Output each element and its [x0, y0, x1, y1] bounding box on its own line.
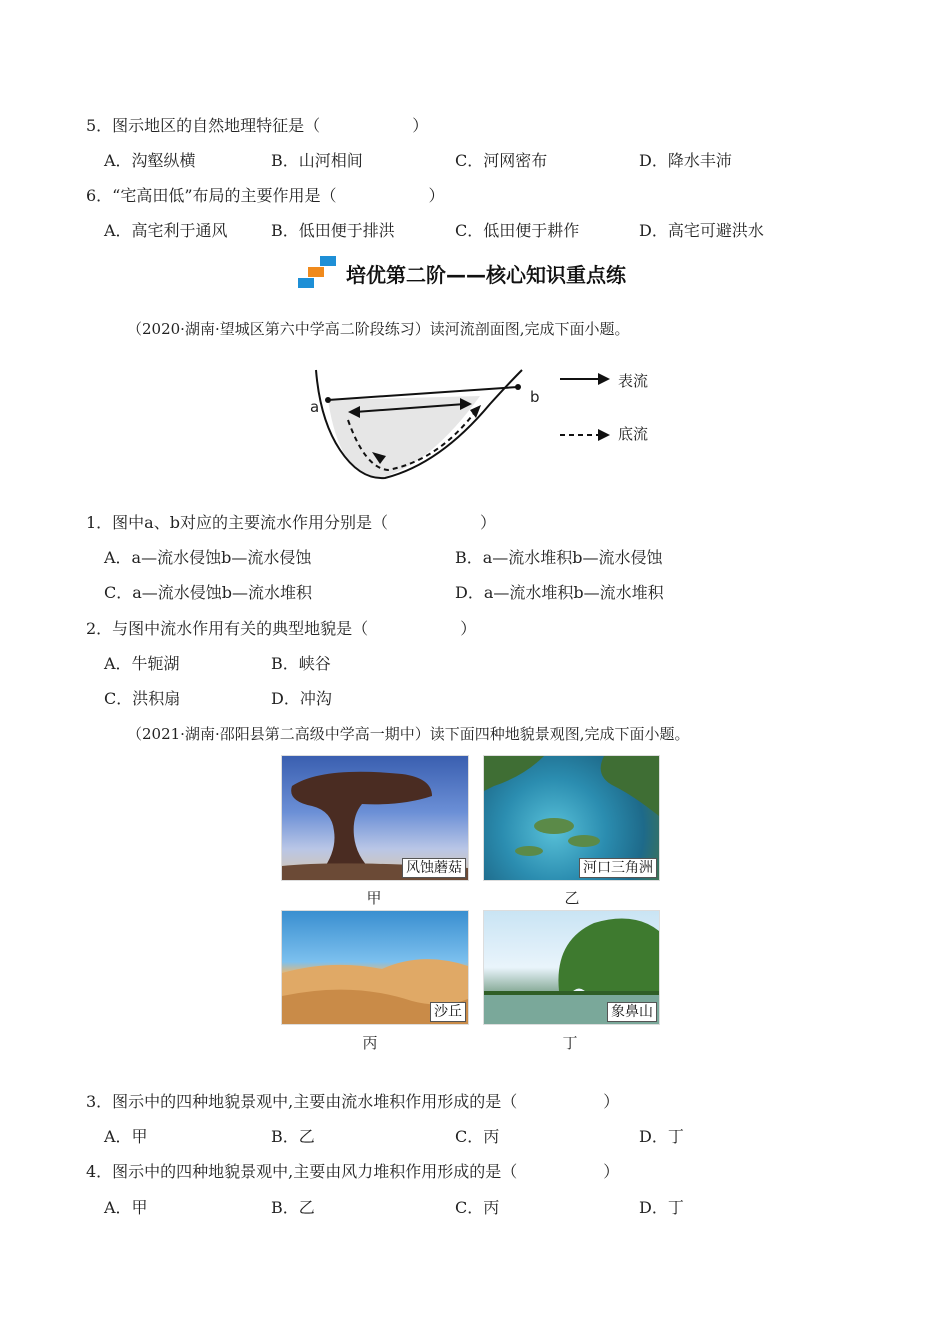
q5-option-a[interactable]: A．沟壑纵横 [104, 151, 196, 170]
p2q4-option-c[interactable]: C．丙 [455, 1198, 500, 1217]
label-b: b [530, 388, 540, 406]
legend-surface-label: 表流 [618, 372, 649, 390]
p2q2-option-b[interactable]: B．峡谷 [271, 654, 331, 673]
p2q4-option-b[interactable]: B．乙 [271, 1198, 315, 1217]
photo-4-tag: 象鼻山 [607, 1002, 657, 1022]
p2q2-option-c[interactable]: C．洪积扇 [104, 689, 181, 708]
p2-question-2-stem: 2．与图中流水作用有关的典型地貌是（ [86, 619, 369, 638]
p2-question-4-close: ） [603, 1162, 620, 1181]
photo-4-caption: 丁 [562, 1034, 578, 1052]
intro-river-profile: （2020·湖南·望城区第六中学高二阶段练习）读河流剖面图,完成下面小题。 [127, 320, 630, 338]
river-profile-diagram [300, 360, 660, 485]
label-a: a [310, 398, 320, 416]
legend-surface-arrowhead [598, 373, 610, 385]
section-logo-icon [298, 256, 336, 290]
p2q3-option-d[interactable]: D．丁 [639, 1127, 684, 1146]
photo-elephant-trunk-hill [483, 910, 660, 1025]
q6-option-a[interactable]: A．高宅利于通风 [104, 221, 228, 240]
photo-1-tag: 风蚀蘑菇 [402, 858, 466, 878]
photo-3-caption: 丙 [362, 1034, 378, 1052]
photo-1-caption: 甲 [366, 889, 382, 907]
p2q1-option-d[interactable]: D．a—流水堆积b—流水堆积 [455, 583, 664, 602]
p2-question-1 [86, 513, 496, 533]
legend-bottom-label: 底流 [618, 425, 649, 443]
p2q4-option-d[interactable]: D．丁 [639, 1198, 684, 1217]
point-b-marker [515, 384, 521, 390]
question-5-stem: 5．图示地区的自然地理特征是（ [86, 116, 321, 135]
point-a-marker [325, 397, 331, 403]
p2q3-option-a[interactable]: A．甲 [104, 1127, 148, 1146]
photo-2-caption: 乙 [564, 889, 580, 907]
p2q2-option-d[interactable]: D．冲沟 [271, 689, 332, 708]
intro-landforms: （2021·湖南·邵阳县第二高级中学高一期中）读下面四种地貌景观图,完成下面小题。 [127, 725, 690, 743]
p2-question-4 [86, 1162, 619, 1182]
question-5-close: ） [412, 116, 429, 135]
question-6 [86, 186, 445, 206]
p2q3-option-b[interactable]: B．乙 [271, 1127, 315, 1146]
p2-question-4-stem: 4．图示中的四种地貌景观中,主要由风力堆积作用形成的是（ [86, 1162, 518, 1181]
p2q1-option-c[interactable]: C．a—流水侵蚀b—流水堆积 [104, 583, 313, 602]
photo-sand-dune [281, 910, 469, 1025]
p2-question-3-close: ） [603, 1092, 620, 1111]
photo-2-tag: 河口三角洲 [579, 858, 657, 878]
p2q2-option-a[interactable]: A．牛轭湖 [104, 654, 180, 673]
photo-river-delta [483, 755, 660, 881]
q5-option-d[interactable]: D．降水丰沛 [639, 151, 732, 170]
photo-3-tag: 沙丘 [430, 1002, 466, 1022]
legend-bottom-arrowhead [598, 429, 610, 441]
question-5 [86, 116, 428, 136]
p2-question-1-stem: 1．图中a、b对应的主要流水作用分别是（ [86, 513, 388, 532]
p2-question-3 [86, 1092, 619, 1112]
p2-question-3-stem: 3．图示中的四种地貌景观中,主要由流水堆积作用形成的是（ [86, 1092, 518, 1111]
q5-option-c[interactable]: C．河网密布 [455, 151, 548, 170]
p2q1-option-a[interactable]: A．a—流水侵蚀b—流水侵蚀 [104, 548, 312, 567]
p2-question-1-close: ） [479, 513, 496, 532]
section-header [298, 256, 626, 290]
question-6-close: ） [428, 186, 445, 205]
p2q1-option-b[interactable]: B．a—流水堆积b—流水侵蚀 [455, 548, 663, 567]
photo-wind-erosion-mushroom [281, 755, 469, 881]
p2-question-2-close: ） [460, 619, 477, 638]
q5-option-b[interactable]: B．山河相间 [271, 151, 363, 170]
p2-question-2 [86, 619, 476, 639]
q6-option-c[interactable]: C．低田便于耕作 [455, 221, 580, 240]
q6-option-d[interactable]: D．高宅可避洪水 [639, 221, 764, 240]
question-6-stem: 6．“宅高田低”布局的主要作用是（ [86, 186, 337, 205]
section-title: 培优第二阶——核心知识重点练 [346, 262, 626, 287]
p2q3-option-c[interactable]: C．丙 [455, 1127, 500, 1146]
q6-option-b[interactable]: B．低田便于排洪 [271, 221, 395, 240]
p2q4-option-a[interactable]: A．甲 [104, 1198, 148, 1217]
